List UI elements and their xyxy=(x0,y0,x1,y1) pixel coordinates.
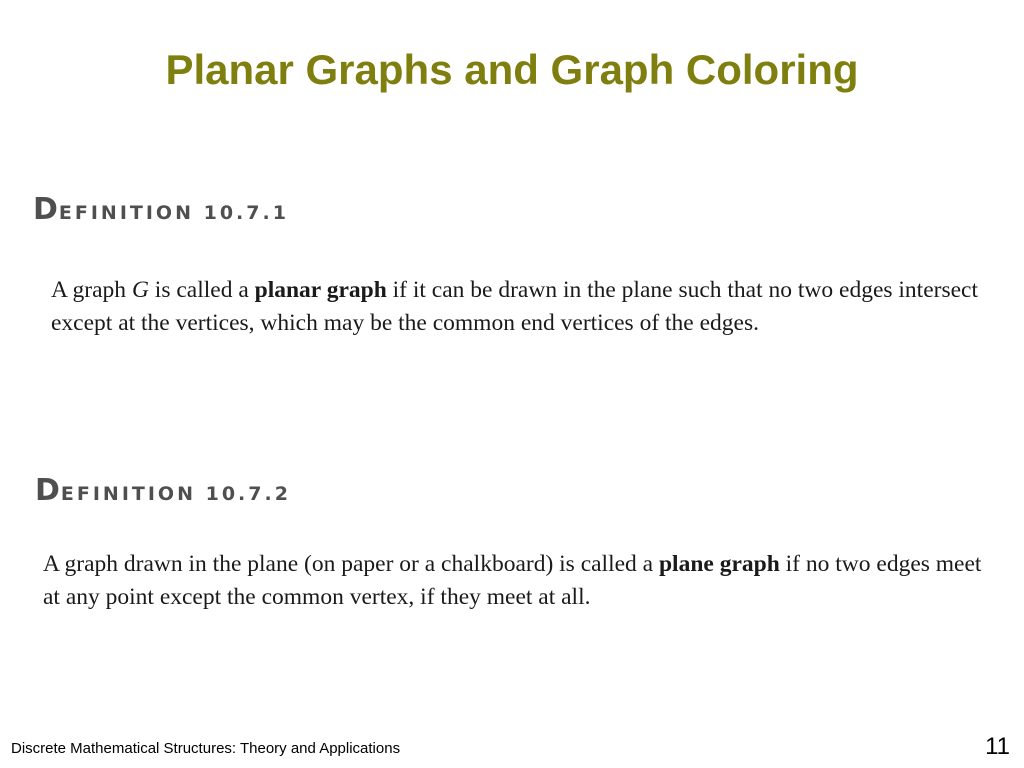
definition-2-term: plane graph xyxy=(658,551,780,577)
definition-1-math-symbol: G xyxy=(131,277,149,303)
definition-1-term: planar graph xyxy=(254,277,387,303)
definition-2-heading-initial: D xyxy=(35,473,61,508)
page-number: 11 xyxy=(985,733,1010,760)
definition-2-body xyxy=(43,548,993,614)
definition-2-heading xyxy=(35,473,291,508)
definition-1-text-part1: A graph xyxy=(51,277,132,303)
definition-1-text-part3: if it can be drawn in the plane such that no two edges intersect except at the vertices, which may be the common end vertices of the edges. xyxy=(51,277,978,336)
definition-2-text-part1: A graph drawn in the plane (on paper or a chalkboard) is called a xyxy=(43,551,659,577)
definition-1-body xyxy=(51,274,991,340)
definition-1-heading xyxy=(33,192,289,227)
definition-2-heading-rest: EFINITION 10.7.2 xyxy=(60,483,291,505)
definition-1-text-part2: is called a xyxy=(148,277,255,303)
definition-1-heading-initial: D xyxy=(33,192,59,227)
footer-course-title: Discrete Mathematical Structures: Theory and Applications xyxy=(11,740,401,757)
definition-1-heading-rest: EFINITION 10.7.1 xyxy=(58,202,289,224)
definition-2-text-part2: if no two edges meet at any point except the common vertex, if they meet at all. xyxy=(43,551,982,610)
slide-title: Planar Graphs and Graph Coloring xyxy=(165,46,859,93)
